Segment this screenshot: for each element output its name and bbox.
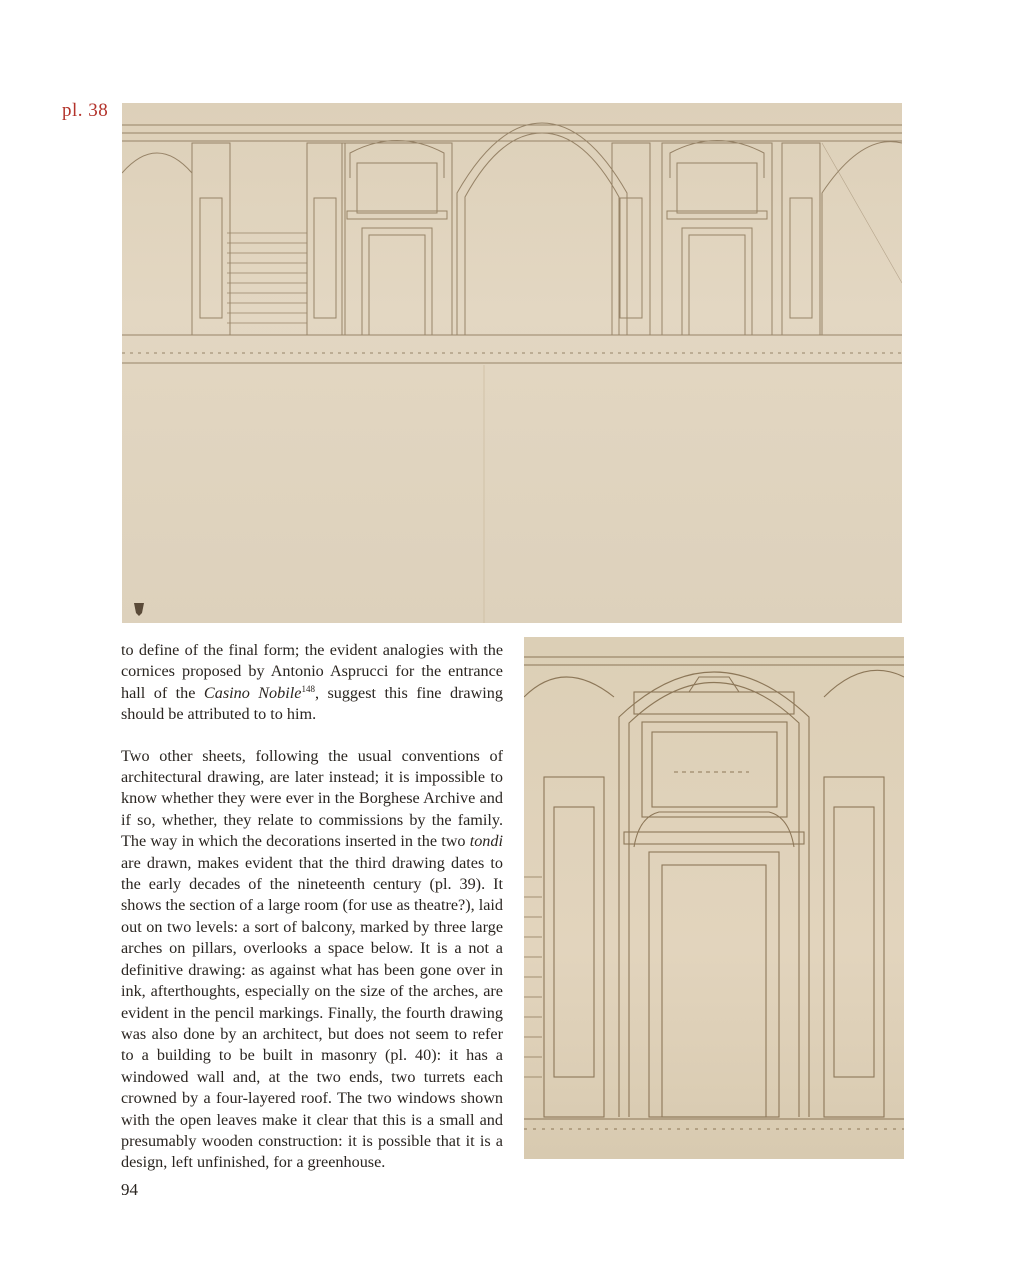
body-text bbox=[121, 640, 503, 1194]
paragraph-2 bbox=[121, 746, 503, 1174]
paragraph-2-text: Two other sheets, following the usual conventions of architectural drawing, are later instead; it is impossible to know whether they were ever in the Borghese Archive and if so, whether, they relate to commissions by the family. The way in which the decorations inserted in the two bbox=[121, 746, 503, 851]
collector-stamp-icon bbox=[134, 603, 144, 616]
main-plate-image bbox=[122, 103, 902, 623]
plate-label: pl. 38 bbox=[62, 100, 109, 121]
paragraph-1 bbox=[121, 640, 503, 726]
page-number: 94 bbox=[121, 1180, 138, 1199]
casino-nobile-italic: Casino Nobile bbox=[203, 683, 302, 702]
tondi-italic: tondi bbox=[469, 832, 503, 851]
paragraph-1-tail: , suggest this fine drawing should be attributed to to him. bbox=[121, 683, 503, 724]
detail-plate-image bbox=[524, 637, 904, 1159]
elevation-drawing bbox=[122, 103, 902, 623]
paragraph-1-text: to define of the final form; the evident analogies with the cornices proposed by Antonio Asprucci for the entrance hall of the bbox=[121, 641, 503, 702]
paragraph-2-tail: are drawn, makes evident that the third drawing dates to the early decades of the nineteenth century (pl. 39). It shows the section of a large room (for use as theatre?), laid out on two levels: a sort of balcony, marked by three large arches on pillars, overlooks a space below. It is a not a definitive drawing: as against what has been gone over in ink, afterthoughts, especially on the size of the arches, are evident in the pencil markings. Finally, the fourth drawing was also done by an architect, but does not seem to refer to a building to be built in masonry (pl. 40): it has a windowed wall and, at the two ends, two turrets each crowned by a four-layered roof. The two windows shown with the open leaves make it clear that this is a small and presumably wooden construction: it is possible that it is a design, left unfinished, for a greenhouse. bbox=[121, 853, 503, 1172]
doorway-detail-drawing bbox=[524, 637, 904, 1159]
footnote-ref: 148 bbox=[301, 683, 315, 694]
